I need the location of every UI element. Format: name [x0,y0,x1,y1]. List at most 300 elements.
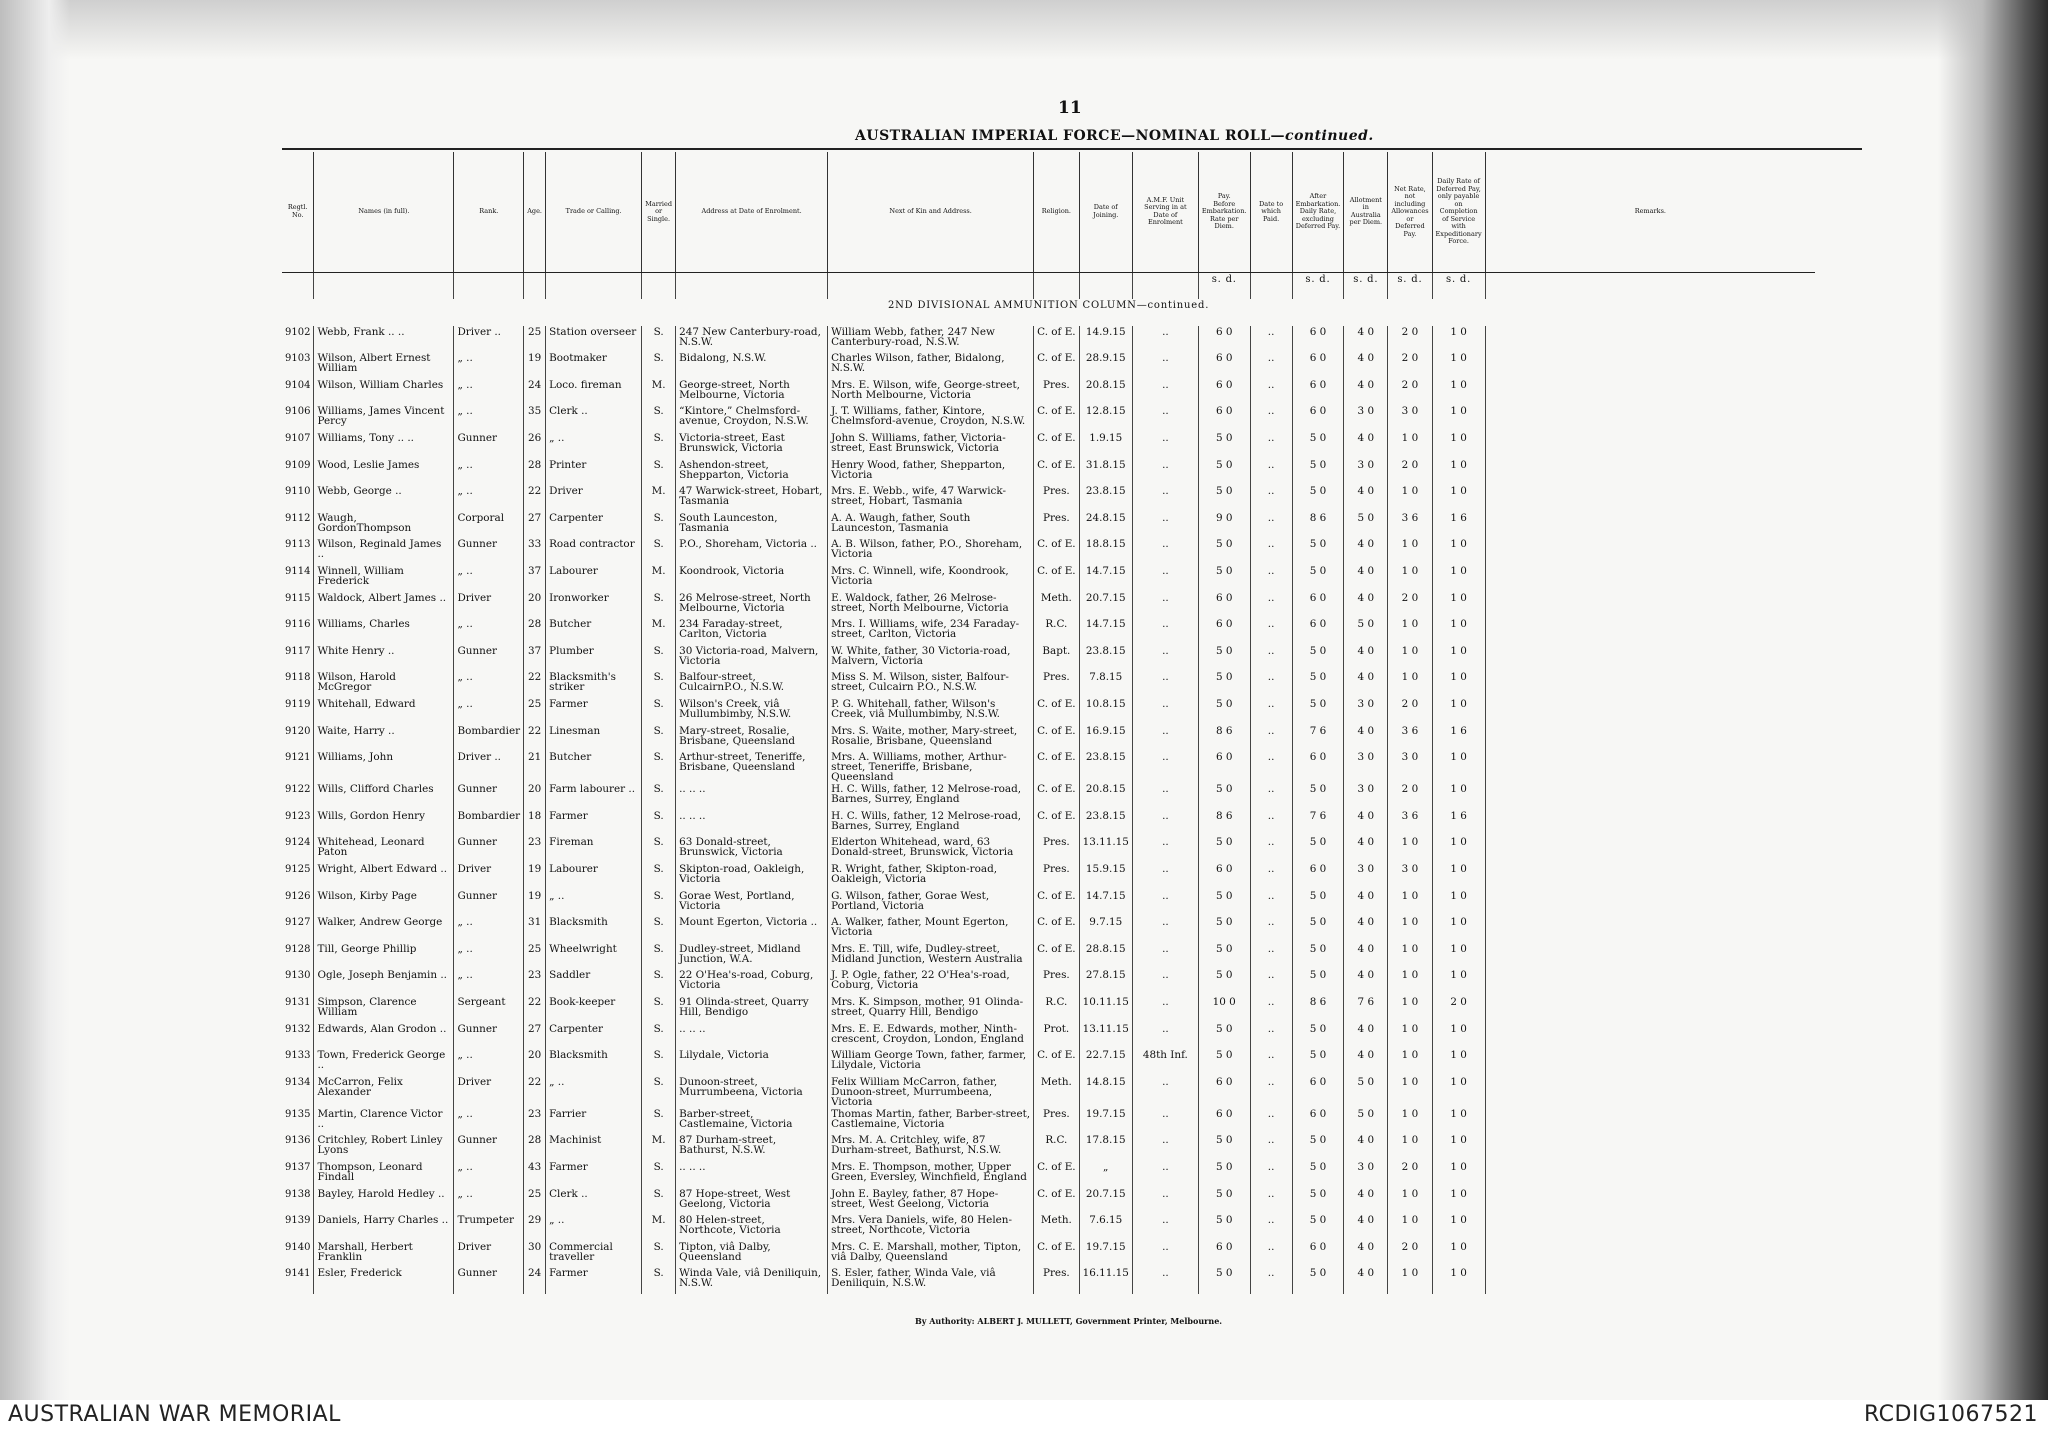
cell-name: Webb, Frank .. .. [314,326,454,353]
cell-net-rate: 3 6 [1388,810,1432,837]
cell-address: “Kintore,” Chelmsford-avenue, Croydon, N.S.W. [676,405,828,432]
cell-remarks [1485,863,1815,890]
cell-amf-unit: .. [1132,890,1198,917]
cell-deferred-pay: 1 0 [1432,459,1485,486]
cell-age: 24 [524,379,546,406]
cell-date-joining: 23.8.15 [1079,751,1132,783]
cell-amf-unit: .. [1132,538,1198,565]
units-allot: s. d. [1344,272,1388,299]
units-deferred: s. d. [1432,272,1485,299]
cell-allotment: 5 0 [1344,618,1388,645]
cell-net-rate: 1 0 [1388,943,1432,970]
rate-per-diem-label: Rate per Diem. [1209,214,1239,230]
cell-trade: Clerk .. [546,1188,642,1215]
cell-rank: Driver .. [454,326,524,353]
cell-name: Waldock, Albert James .. [314,592,454,619]
cell-net-rate: 1 0 [1388,565,1432,592]
cell-date-paid: .. [1250,1241,1292,1268]
cell-religion: C. of E. [1034,916,1079,943]
table-row [282,485,1815,512]
cell-marital-status: S. [642,996,676,1023]
cell-religion: C. of E. [1034,352,1079,379]
cell-deferred-pay: 1 0 [1432,618,1485,645]
cell-next-of-kin: Thomas Martin, father, Barber-street, Castlemaine, Victoria [828,1108,1034,1135]
cell-date-joining: 20.7.15 [1079,1188,1132,1215]
cell-next-of-kin: Charles Wilson, father, Bidalong, N.S.W. [828,352,1034,379]
cell-deferred-pay: 1 0 [1432,698,1485,725]
cell-rate-per-diem: 5 0 [1198,645,1250,672]
cell-address: Bidalong, N.S.W. [676,352,828,379]
cell-next-of-kin: Mrs. E. E. Edwards, mother, Ninth-crescent, Croydon, London, England [828,1023,1034,1050]
cell-date-paid: .. [1250,725,1292,752]
cell-rank: Gunner [454,1134,524,1161]
cell-date-paid: .. [1250,863,1292,890]
cell-regtl-no: 9134 [285,1076,311,1088]
cell-rate-per-diem: 6 0 [1198,1108,1250,1135]
cell-trade: Farm labourer .. [546,783,642,810]
cell-daily-rate: 5 0 [1292,671,1344,698]
cell-marital-status: S. [642,863,676,890]
cell-net-rate: 3 6 [1388,512,1432,539]
cell-allotment: 4 0 [1344,352,1388,379]
cell-net-rate: 1 0 [1388,916,1432,943]
title-rule [282,148,1862,150]
cell-marital-status: M. [642,379,676,406]
cell-rate-per-diem: 5 0 [1198,969,1250,996]
cell-rank: Gunner [454,538,524,565]
cell-trade: Loco. fireman [546,379,642,406]
cell-marital-status: S. [642,783,676,810]
cell-daily-rate: 5 0 [1292,645,1344,672]
cell-date-joining: 19.7.15 [1079,1241,1132,1268]
cell-marital-status: S. [642,459,676,486]
cell-rate-per-diem: 8 6 [1198,725,1250,752]
cell-marital-status: S. [642,1241,676,1268]
cell-net-rate: 2 0 [1388,459,1432,486]
cell-name: Martin, Clarence Victor .. [314,1108,454,1135]
cell-religion: Pres. [1034,836,1079,863]
cell-amf-unit: .. [1132,836,1198,863]
cell-religion: Meth. [1034,1076,1079,1108]
cell-allotment: 4 0 [1344,1188,1388,1215]
cell-address: 247 New Canterbury-road, N.S.W. [676,326,828,353]
cell-deferred-pay: 1 0 [1432,432,1485,459]
cell-regtl-no: 9124 [285,837,311,849]
col-amf-unit: A.M.F. Unit Serving in at Date of Enrolment [1132,152,1198,272]
cell-daily-rate: 5 0 [1292,916,1344,943]
cell-rank: Driver [454,592,524,619]
units-row [282,272,1815,299]
table-row [282,751,1815,783]
cell-regtl-no: 9136 [285,1135,311,1147]
cell-deferred-pay: 1 0 [1432,863,1485,890]
cell-rate-per-diem: 5 0 [1198,538,1250,565]
cell-next-of-kin: J. T. Williams, father, Kintore, Chelmsford-avenue, Croydon, N.S.W. [828,405,1034,432]
cell-religion: Pres. [1034,969,1079,996]
cell-name: Wilson, Reginald James .. [314,538,454,565]
cell-next-of-kin: S. Esler, father, Winda Vale, viâ Deniliquin, N.S.W. [828,1267,1034,1294]
cell-daily-rate: 5 0 [1292,836,1344,863]
cell-religion: Bapt. [1034,645,1079,672]
cell-marital-status: M. [642,1134,676,1161]
cell-regtl-no: 9103 [285,353,311,365]
cell-date-paid: .. [1250,1188,1292,1215]
roll-body [282,326,1815,1294]
cell-age: 29 [524,1214,546,1241]
nominal-roll-table [282,152,1815,1294]
col-rank: Rank. [454,152,524,272]
cell-age: 33 [524,538,546,565]
cell-trade: „ .. [546,432,642,459]
cell-regtl-no: 9125 [285,863,311,875]
cell-address: P.O., Shoreham, Victoria .. [676,538,828,565]
cell-remarks [1485,725,1815,752]
cell-next-of-kin: Mrs. I. Williams, wife, 234 Faraday-street, Carlton, Victoria [828,618,1034,645]
cell-allotment: 4 0 [1344,1267,1388,1294]
cell-address: Tipton, viâ Dalby, Queensland [676,1241,828,1268]
cell-age: 20 [524,783,546,810]
cell-name: Whitehall, Edward [314,698,454,725]
cell-address: Ashendon-street, Shepparton, Victoria [676,459,828,486]
cell-deferred-pay: 1 0 [1432,1188,1485,1215]
cell-religion: C. of E. [1034,943,1079,970]
cell-net-rate: 1 0 [1388,1267,1432,1294]
cell-age: 26 [524,432,546,459]
cell-date-paid: .. [1250,592,1292,619]
cell-deferred-pay: 1 0 [1432,943,1485,970]
cell-regtl-no: 9102 [285,326,311,338]
cell-date-paid: .. [1250,1214,1292,1241]
unit-heading: 2ND DIVISIONAL AMMUNITION COLUMN—continued. [887,300,1210,312]
cell-religion: C. of E. [1034,890,1079,917]
cell-address: Barber-street, Castlemaine, Victoria [676,1108,828,1135]
cell-next-of-kin: Mrs. E. Webb., wife, 47 Warwick-street, Hobart, Tasmania [828,485,1034,512]
cell-date-joining: 14.7.15 [1079,890,1132,917]
pay-group-label: Pay. [1217,192,1231,200]
cell-date-paid: .. [1250,698,1292,725]
cell-remarks [1485,783,1815,810]
cell-name: Thompson, Leonard Findall [314,1161,454,1188]
cell-marital-status: S. [642,1188,676,1215]
cell-next-of-kin: Mrs. M. A. Critchley, wife, 87 Durham-street, Bathurst, N.S.W. [828,1134,1034,1161]
cell-age: 23 [524,969,546,996]
cell-amf-unit: .. [1132,943,1198,970]
cell-age: 23 [524,836,546,863]
cell-age: 31 [524,916,546,943]
cell-trade: Station overseer [546,326,642,353]
cell-deferred-pay: 1 0 [1432,890,1485,917]
table-row [282,1241,1815,1268]
cell-name: Bayley, Harold Hedley .. [314,1188,454,1215]
cell-age: 22 [524,485,546,512]
cell-amf-unit: .. [1132,751,1198,783]
cell-allotment: 4 0 [1344,1214,1388,1241]
cell-religion: Pres. [1034,485,1079,512]
cell-date-paid: .. [1250,618,1292,645]
cell-date-joining: 7.8.15 [1079,671,1132,698]
cell-address: Arthur-street, Teneriffe, Brisbane, Queensland [676,751,828,783]
cell-amf-unit: 48th Inf. [1132,1049,1198,1076]
cell-address: Mary-street, Rosalie, Brisbane, Queensland [676,725,828,752]
cell-daily-rate: 6 0 [1292,379,1344,406]
cell-marital-status: S. [642,1161,676,1188]
cell-trade: Blacksmith [546,916,642,943]
cell-trade: Farrier [546,1108,642,1135]
cell-rate-per-diem: 6 0 [1198,405,1250,432]
cell-address: Skipton-road, Oakleigh, Victoria [676,863,828,890]
cell-amf-unit: .. [1132,916,1198,943]
cell-trade: Farmer [546,1161,642,1188]
cell-daily-rate: 6 0 [1292,352,1344,379]
cell-allotment: 3 0 [1344,698,1388,725]
cell-age: 35 [524,405,546,432]
page-title [855,128,1374,144]
cell-name: Wilson, Harold McGregor [314,671,454,698]
table-row [282,1049,1815,1076]
table-row [282,863,1815,890]
cell-remarks [1485,943,1815,970]
cell-next-of-kin: J. P. Ogle, father, 22 O'Hea's-road, Coburg, Victoria [828,969,1034,996]
cell-trade: Driver [546,485,642,512]
cell-allotment: 4 0 [1344,538,1388,565]
cell-regtl-no: 9133 [285,1050,311,1062]
cell-name: Edwards, Alan Grodon .. [314,1023,454,1050]
cell-rate-per-diem: 5 0 [1198,459,1250,486]
cell-next-of-kin: Mrs. C. E. Marshall, mother, Tipton, viâ Dalby, Queensland [828,1241,1034,1268]
cell-name: Town, Frederick George .. [314,1049,454,1076]
cell-date-joining: 10.11.15 [1079,996,1132,1023]
table-row [282,645,1815,672]
cell-remarks [1485,969,1815,996]
before-embarkation-label: Before Embarkation. [1201,199,1247,215]
cell-allotment: 3 0 [1344,459,1388,486]
cell-age: 18 [524,810,546,837]
table-row [282,1023,1815,1050]
cell-amf-unit: .. [1132,379,1198,406]
cell-age: 37 [524,565,546,592]
cell-date-joining: 24.8.15 [1079,512,1132,539]
col-daily-rate [1292,152,1344,272]
cell-allotment: 4 0 [1344,1134,1388,1161]
cell-net-rate: 1 0 [1388,538,1432,565]
cell-deferred-pay: 1 0 [1432,379,1485,406]
cell-date-joining: 14.7.15 [1079,565,1132,592]
cell-daily-rate: 5 0 [1292,943,1344,970]
cell-remarks [1485,996,1815,1023]
cell-age: 28 [524,459,546,486]
table-row [282,592,1815,619]
cell-religion: Meth. [1034,1214,1079,1241]
table-row [282,352,1815,379]
cell-age: 19 [524,890,546,917]
cell-date-joining: „ [1079,1161,1132,1188]
table-row [282,943,1815,970]
cell-daily-rate: 5 0 [1292,1188,1344,1215]
cell-daily-rate: 8 6 [1292,512,1344,539]
cell-address: 234 Faraday-street, Carlton, Victoria [676,618,828,645]
cell-next-of-kin: Mrs. Vera Daniels, wife, 80 Helen-street, Northcote, Victoria [828,1214,1034,1241]
cell-religion: C. of E. [1034,725,1079,752]
units-daily: s. d. [1292,272,1344,299]
cell-net-rate: 1 0 [1388,1188,1432,1215]
cell-religion: C. of E. [1034,565,1079,592]
cell-rate-per-diem: 5 0 [1198,890,1250,917]
cell-net-rate: 2 0 [1388,379,1432,406]
cell-date-joining: 13.11.15 [1079,836,1132,863]
cell-deferred-pay: 1 0 [1432,485,1485,512]
cell-religion: C. of E. [1034,459,1079,486]
cell-rate-per-diem: 5 0 [1198,671,1250,698]
cell-net-rate: 1 0 [1388,645,1432,672]
cell-remarks [1485,379,1815,406]
cell-date-paid: .. [1250,565,1292,592]
cell-trade: Linesman [546,725,642,752]
cell-remarks [1485,916,1815,943]
cell-rank: „ .. [454,698,524,725]
cell-address: 47 Warwick-street, Hobart, Tasmania [676,485,828,512]
cell-net-rate: 3 0 [1388,751,1432,783]
after-embarkation-label: After Embarkation. [1295,192,1341,208]
cell-name: Marshall, Herbert Franklin [314,1241,454,1268]
cell-remarks [1485,326,1815,353]
cell-date-paid: .. [1250,671,1292,698]
table-row [282,725,1815,752]
cell-amf-unit: .. [1132,352,1198,379]
cell-regtl-no: 9122 [285,784,311,796]
cell-remarks [1485,1134,1815,1161]
cell-daily-rate: 6 0 [1292,405,1344,432]
table-row [282,1108,1815,1135]
cell-name: Wright, Albert Edward .. [314,863,454,890]
cell-trade: „ .. [546,1214,642,1241]
cell-amf-unit: .. [1132,405,1198,432]
cell-religion: C. of E. [1034,1161,1079,1188]
cell-net-rate: 2 0 [1388,783,1432,810]
cell-rate-per-diem: 5 0 [1198,698,1250,725]
cell-deferred-pay: 1 0 [1432,326,1485,353]
cell-amf-unit: .. [1132,1108,1198,1135]
cell-date-paid: .. [1250,1023,1292,1050]
cell-address: Gorae West, Portland, Victoria [676,890,828,917]
cell-marital-status: S. [642,592,676,619]
cell-amf-unit: .. [1132,1214,1198,1241]
cell-age: 25 [524,326,546,353]
table-row [282,996,1815,1023]
cell-allotment: 4 0 [1344,810,1388,837]
cell-regtl-no: 9106 [285,406,311,418]
cell-address: 91 Olinda-street, Quarry Hill, Bendigo [676,996,828,1023]
cell-remarks [1485,1049,1815,1076]
cell-rank: Corporal [454,512,524,539]
cell-rank: „ .. [454,1188,524,1215]
cell-rate-per-diem: 6 0 [1198,352,1250,379]
cell-age: 22 [524,671,546,698]
cell-date-joining: 22.7.15 [1079,1049,1132,1076]
cell-trade: Clerk .. [546,405,642,432]
cell-next-of-kin: John E. Bayley, father, 87 Hope-street, West Geelong, Victoria [828,1188,1034,1215]
cell-date-joining: 23.8.15 [1079,485,1132,512]
cell-next-of-kin: William Webb, father, 247 New Canterbury-road, N.S.W. [828,326,1034,353]
cell-name: Walker, Andrew George [314,916,454,943]
cell-name: Wills, Gordon Henry [314,810,454,837]
table-row [282,538,1815,565]
col-allotment: Allotment in Australia per Diem. [1344,152,1388,272]
cell-name: Critchley, Robert Linley Lyons [314,1134,454,1161]
cell-marital-status: S. [642,1076,676,1108]
cell-daily-rate: 5 0 [1292,1023,1344,1050]
cell-name: Simpson, Clarence William [314,996,454,1023]
cell-daily-rate: 6 0 [1292,1108,1344,1135]
cell-regtl-no: 9127 [285,917,311,929]
cell-daily-rate: 6 0 [1292,863,1344,890]
cell-daily-rate: 5 0 [1292,783,1344,810]
cell-next-of-kin: A. A. Waugh, father, South Launceston, Tasmania [828,512,1034,539]
cell-regtl-no: 9137 [285,1161,311,1173]
cell-amf-unit: .. [1132,671,1198,698]
cell-religion: Pres. [1034,1108,1079,1135]
cell-rate-per-diem: 5 0 [1198,1161,1250,1188]
cell-net-rate: 1 0 [1388,1049,1432,1076]
cell-marital-status: S. [642,890,676,917]
cell-age: 30 [524,1241,546,1268]
cell-regtl-no: 9119 [285,699,311,710]
cell-net-rate: 3 6 [1388,725,1432,752]
cell-daily-rate: 6 0 [1292,618,1344,645]
cell-address: Dunoon-street, Murrumbeena, Victoria [676,1076,828,1108]
cell-deferred-pay: 2 0 [1432,996,1485,1023]
cell-address: 63 Donald-street, Brunswick, Victoria [676,836,828,863]
cell-deferred-pay: 1 6 [1432,725,1485,752]
cell-trade: Farmer [546,1267,642,1294]
cell-date-joining: 15.9.15 [1079,863,1132,890]
cell-deferred-pay: 1 0 [1432,1023,1485,1050]
cell-net-rate: 1 0 [1388,671,1432,698]
archive-id: RCDIG1067521 [1863,1402,2038,1427]
cell-deferred-pay: 1 0 [1432,1049,1485,1076]
table-row [282,1267,1815,1294]
cell-rank: Gunner [454,783,524,810]
table-row [282,432,1815,459]
cell-address: .. .. .. [676,810,828,837]
cell-date-joining: 27.8.15 [1079,969,1132,996]
table-row [282,810,1815,837]
cell-remarks [1485,485,1815,512]
cell-allotment: 4 0 [1344,890,1388,917]
cell-daily-rate: 5 0 [1292,1161,1344,1188]
cell-remarks [1485,1108,1815,1135]
cell-date-paid: .. [1250,459,1292,486]
col-rate-per-diem [1198,152,1250,272]
cell-age: 25 [524,943,546,970]
cell-daily-rate: 5 0 [1292,890,1344,917]
cell-trade: Farmer [546,698,642,725]
cell-rate-per-diem: 6 0 [1198,751,1250,783]
table-row [282,1161,1815,1188]
cell-marital-status: S. [642,326,676,353]
cell-rank: „ .. [454,352,524,379]
cell-religion: Pres. [1034,379,1079,406]
cell-religion: C. of E. [1034,1188,1079,1215]
cell-trade: Book-keeper [546,996,642,1023]
page-number: 11 [1058,98,1082,118]
cell-rate-per-diem: 5 0 [1198,1214,1250,1241]
cell-allotment: 4 0 [1344,379,1388,406]
cell-remarks [1485,836,1815,863]
cell-deferred-pay: 1 0 [1432,1161,1485,1188]
cell-amf-unit: .. [1132,1134,1198,1161]
cell-date-paid: .. [1250,969,1292,996]
cell-name: Webb, George .. [314,485,454,512]
